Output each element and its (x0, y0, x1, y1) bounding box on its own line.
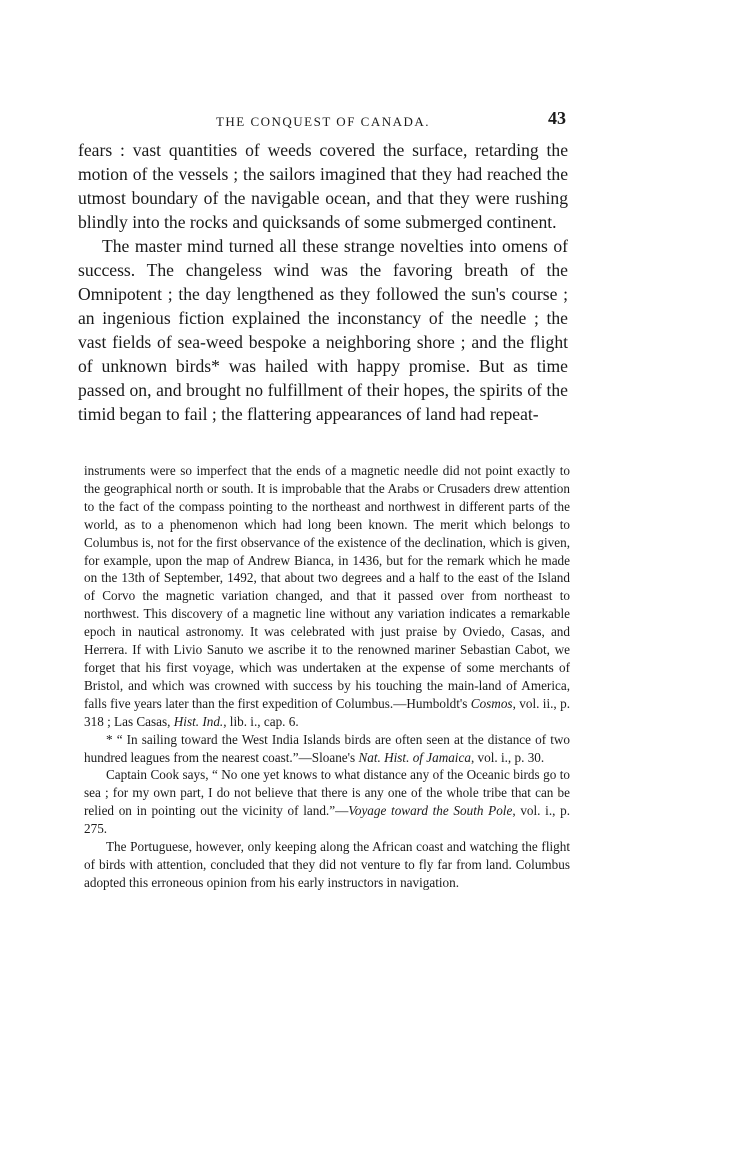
page-header (78, 108, 568, 134)
footnote-continuation (84, 462, 570, 731)
footnote-citation-title: Nat. Hist. of Jamaica (358, 749, 471, 765)
page-number: 43 (548, 108, 566, 128)
footnote-text: , lib. i., cap. 6. (223, 713, 299, 729)
footnote-text: , vol. i., p. 30. (470, 749, 545, 765)
footnote-text: , vol. i., p. 275. (84, 803, 571, 837)
footnote-citation-title: Cosmos (470, 695, 513, 711)
footnote-citation-title: Voyage toward the South Pole (348, 803, 513, 819)
footnote-text: instruments were so imperfect that the ends of a magnetic needle did not point exactly to the geographical north or south. It is improbable that the Arabs or Crusaders drew attention to the fact of the compass pointing to the northeast and northwest in different parts of the world, as to a phenomenon which had long been known. The merit which belongs to Columbus is, not for the first observance of the existence of the declination, which is given, for example, upon the map of Andrew Bianca, in 1436, but for the remark which he made on the 13th of September, 1492, that about two degrees and a half to the east of the Island of Corvo the magnetic variation changed, and that it passed over from northeast to northwest. This discovery of a magnetic line without any variation indicates a remarkable epoch in nautical astronomy. It was celebrated with just praise by Oviedo, Casas, and Herrera. If with Livio Sanuto we ascribe it to the renowned mariner Sebastian Cabot, we forget that his first voyage, which was undertaken at the expense of some merchants of Bristol, and which was crowned with success by his touching the main-land of America, falls five years later than the first expedition of Columbus.—Humboldt's (84, 463, 570, 711)
body-paragraph: The master mind turned all these strange novelties into omens of success. The changeless wind was the favoring breath of the Omnipotent ; the day lengthened as they followed the sun's course ; an ingenious fiction explained the inconstancy of the needle ; the vast fields of sea-weed bespoke a neighboring shore ; and the flight of unknown birds* was hailed with happy promise. But as time passed on, and brought no fulfillment of their hopes, the spirits of the timid began to fail ; the flattering appearances of land had repeat- (78, 236, 568, 424)
footnote-portuguese: The Portuguese, however, only keeping along the African coast and watching the flight of birds with attention, concluded that they did not venture to fly far from land. Columbus adopted this erroneous opinion from his early instructors in navigation. (84, 839, 570, 890)
footnote-text: Captain Cook says, “ No one yet knows to what distance any of the Oceanic birds go to sea ; for my own part, I do not believe that there is any one of the whole tribe that can be relied on in pointing out the vicinity of land.”— (84, 767, 570, 819)
main-text (78, 138, 568, 426)
footnote-citation-title: Hist. Ind. (173, 713, 224, 729)
footnote-text: * “ In sailing toward the West India Islands birds are often seen at the distance of two hundred leagues from the nearest coast.”—Sloane's (84, 731, 570, 765)
footnote-text: , vol. ii., p. 318 ; Las Casas, (84, 695, 570, 729)
body-paragraph: fears : vast quantities of weeds covered the surface, retarding the motion of the vessels ; the sailors imagined that they had reached the utmost boundary of the navigable ocean, and that they were rushing blindly into the rocks and quicksands of some submerged continent. (78, 140, 568, 232)
footnote-cook (84, 766, 570, 838)
footnotes (84, 462, 570, 892)
running-title: THE CONQUEST OF CANADA. (215, 114, 431, 129)
footnote-birds (84, 731, 570, 767)
